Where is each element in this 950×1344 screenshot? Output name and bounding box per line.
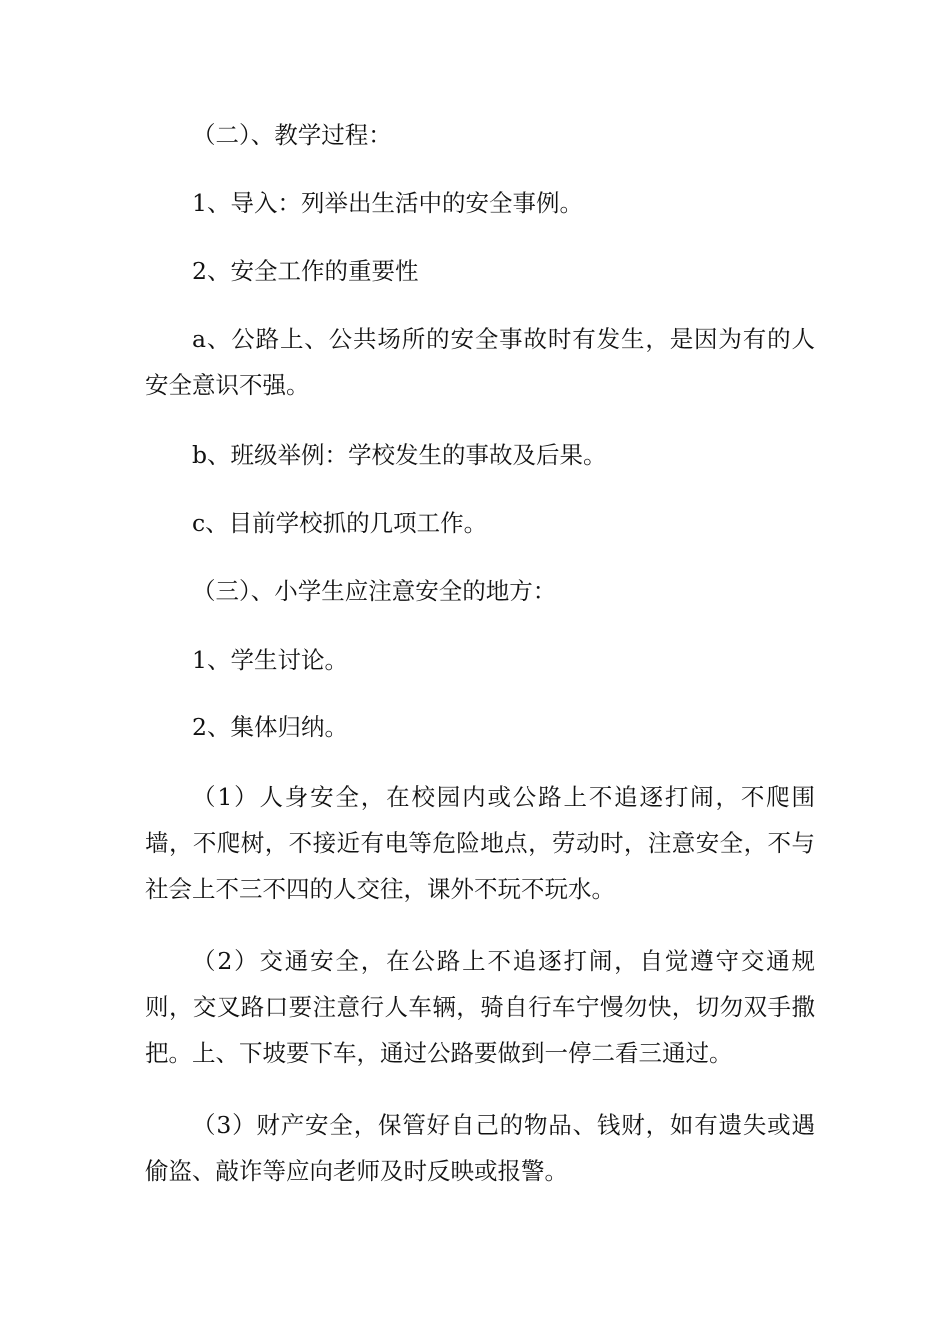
paragraph-traffic-safety: （2）交通安全，在公路上不追逐打闹，自觉遵守交通规则，交叉路口要注意行人车辆，骑自行车宁慢勿快，切勿双手撒把。上、下坡要下车，通过公路要做到一停二看三通过。 xyxy=(145,947,815,1067)
paragraph-item-c: c、目前学校抓的几项工作。 xyxy=(192,509,488,537)
paragraph-importance: 2、安全工作的重要性 xyxy=(192,257,419,285)
paragraph-personal-safety: （1）人身安全，在校园内或公路上不追逐打闹，不爬围墙，不爬树，不接近有电等危险地点，劳动时，注意安全，不与社会上不三不四的人交往，课外不玩不玩水。 xyxy=(145,783,815,903)
paragraph-group-summary: 2、集体归纳。 xyxy=(192,713,348,741)
paragraph-item-b: b、班级举例：学校发生的事故及后果。 xyxy=(192,441,607,469)
paragraph-property-safety: （3）财产安全，保管好自己的物品、钱财，如有遗失或遇偷盗、敲诈等应向老师及时反映或报警。 xyxy=(145,1111,815,1185)
paragraph-item-a: a、公路上、公共场所的安全事故时有发生，是因为有的人安全意识不强。 xyxy=(145,325,815,399)
section-heading-safety-places: （三）、小学生应注意安全的地方： xyxy=(192,577,557,605)
section-heading-teaching-process: （二）、教学过程： xyxy=(192,121,392,149)
paragraph-introduction: 1、导入：列举出生活中的安全事例。 xyxy=(192,189,583,217)
paragraph-student-discussion: 1、学生讨论。 xyxy=(192,646,348,674)
